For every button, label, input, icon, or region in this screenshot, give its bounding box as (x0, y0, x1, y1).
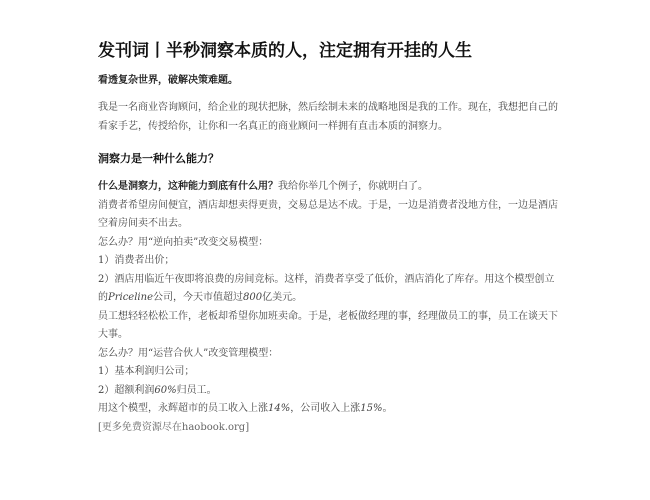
how1-item2-text-b: 公司，今天市值超过 (152, 292, 243, 303)
employee-income-pct: 14% (268, 403, 291, 414)
how1-item2 (98, 271, 558, 308)
result-text-a: 用这个模型，永辉超市的员工收入上涨 (98, 403, 268, 414)
how2-item2-text-b: 归员工。 (176, 384, 217, 396)
how1-item2-text-a: 2）酒店用临近午夜即将浪费的房间竞标。这样，消费者享受了低价，酒店消化了库存。用这个模型创立的 (98, 273, 555, 303)
priceline-brand: Priceline (108, 292, 153, 303)
example2-paragraph: 员工想轻轻松松工作，老板却希望你加班卖命。于是，老板做经理的事，经理做员工的事，员工在谈天下大事。 (98, 310, 558, 340)
result-text-b: ，公司收入上涨 (290, 403, 361, 414)
question-rest: 我给你举几个例子，你就明白了。 (278, 181, 428, 192)
how1-item2-text-c: 亿美元。 (262, 292, 303, 303)
page-title: 发刊词丨半秒洞察本质的人，注定拥有开挂的人生 (98, 41, 472, 61)
excess-profit-pct: 60% (154, 384, 177, 396)
page-subtitle: 看透复杂世界，破解决策难题。 (98, 75, 238, 86)
how2-paragraph: 怎么办？用“运营合伙人”改变管理模型： (98, 347, 279, 359)
how2-item2-text-a: 2）超额利润 (98, 384, 155, 396)
how2-item2 (98, 382, 558, 401)
intro-paragraph: 我是一名商业咨询顾问，给企业的现状把脉，然后绘制未来的战略地图是我的工作。现在，我想把自己的看家手艺，传授给你，让你和一名真正的商业顾问一样拥有直击本质的洞察力。 (98, 102, 558, 132)
how2-item1: 1）基本利润归公司； (98, 366, 195, 377)
section-body (98, 178, 558, 437)
resource-footer-note: [更多免费资源尽在haobook.org] (98, 421, 250, 433)
section-heading: 洞察力是一种什么能力？ (98, 152, 219, 165)
example1-paragraph: 消费者希望房间便宜，酒店却想卖得更贵，交易总是达不成。于是，一边是消费者没地方住，一边是酒店空着房间卖不出去。 (98, 199, 558, 229)
how1-item1: 1）消费者出价； (98, 255, 175, 266)
company-income-pct: 15% (360, 403, 383, 414)
question-bold: 什么是洞察力，这种能力到底有什么用？ (98, 181, 278, 192)
result-paragraph (98, 400, 558, 419)
result-text-c: 。 (382, 403, 393, 414)
how1-paragraph: 怎么办？用“逆向拍卖”改变交易模型： (98, 236, 269, 248)
document-page (98, 40, 558, 437)
market-value-number: 800 (242, 292, 263, 303)
question-paragraph (98, 178, 558, 197)
